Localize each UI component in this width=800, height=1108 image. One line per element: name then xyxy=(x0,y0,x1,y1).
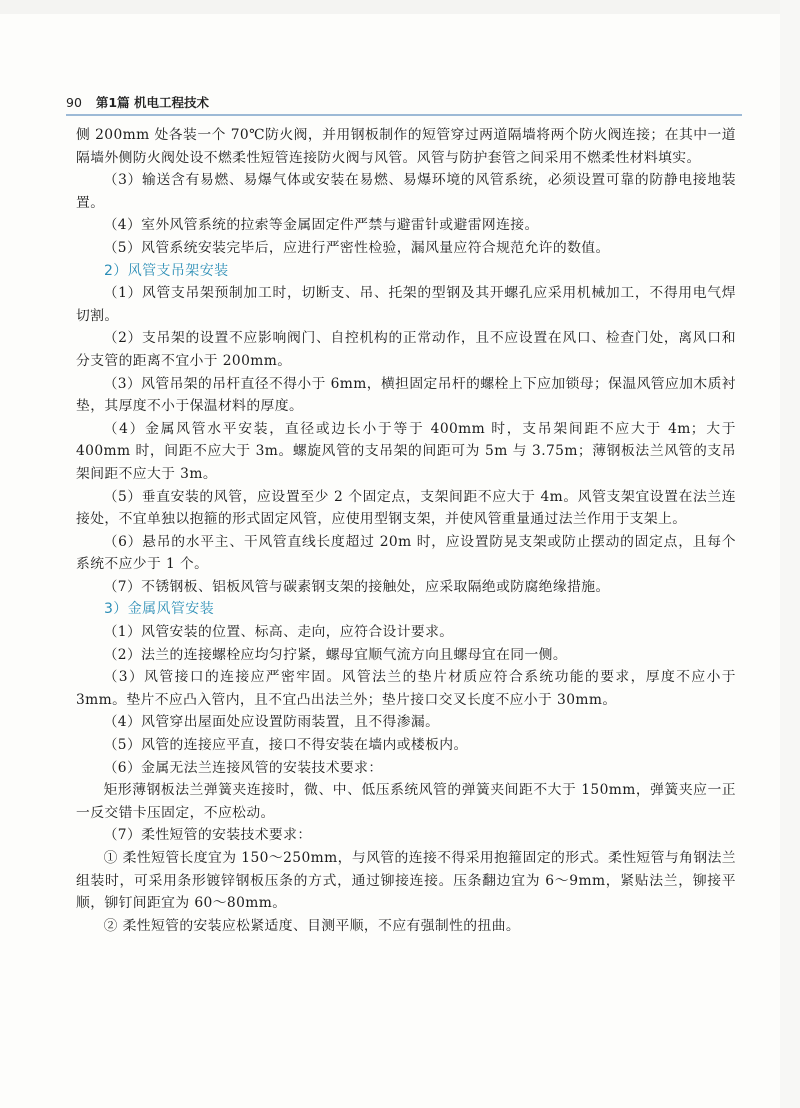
paragraph: （7）柔性短管的安装技术要求： xyxy=(103,827,312,844)
paragraph: 矩形薄钢板法兰弹簧夹连接时，微、中、低压系统风管的弹簧夹间距不大于 150mm，弹簧夹应一正一反交错卡压固定，不应松动。 xyxy=(76,782,736,821)
paragraph: （2）法兰的连接螺栓应均匀拧紧，螺母宜顺气流方向且螺母宜在同一侧。 xyxy=(103,646,568,663)
section-heading: 2）风管支吊架安装 xyxy=(104,262,229,279)
paragraph: （1）风管安装的位置、标高、走向，应符合设计要求。 xyxy=(103,624,454,641)
paragraph: （5）垂直安装的风管，应设置至少 2 个固定点，支架间距不应大于 4m。风管支架宜设置在法兰连接处，不宜单独以抱箍的形式固定风管，应使用型钢支架，并使风管重量通过法兰作用于支架上。 xyxy=(76,488,736,528)
paragraph: （7）不锈钢板、铝板风管与碳素钢支架的接触处，应采取隔绝或防腐绝缘措施。 xyxy=(103,578,610,595)
paragraph: ① 柔性短管长度宜为 150～250mm，与风管的连接不得采用抱箍固定的形式。柔性短管与角钢法兰组装时，可采用条形镀锌钢板压条的方式，通过铆接连接。压条翻边宜为 6～9mm，紧贴法兰，铆接平顺，铆钉间距宜为 60～80mm。 xyxy=(76,850,736,912)
header-rule xyxy=(66,114,742,116)
paragraph: （3）风管吊架的吊杆直径不得小于 6mm，横担固定吊杆的螺栓上下应加锁母；保温风管应加木质衬垫，其厚度不小于保温材料的厚度。 xyxy=(76,375,736,415)
page-number: 90 xyxy=(66,94,82,110)
header-part xyxy=(96,93,209,111)
paragraph: （3）风管接口的连接应严密牢固。风管法兰的垫片材质应符合系统功能的要求，厚度不应小于 3mm。垫片不应凸入管内，且不宜凸出法兰外；垫片接口交叉长度不应小于 30mm。 xyxy=(76,669,736,708)
page-body xyxy=(76,124,736,937)
section-heading: 3）金属风管安装 xyxy=(104,601,215,618)
paragraph: （1）风管支吊架预制加工时，切断支、吊、托架的型钢及其开螺孔应采用机械加工，不得用电气焊切割。 xyxy=(76,285,736,324)
paragraph: （6）金属无法兰连接风管的安装技术要求： xyxy=(103,759,383,776)
paragraph: ② 柔性短管的安装应松紧适度、目测平顺，不应有强制性的扭曲。 xyxy=(103,917,521,934)
paragraph: （2）支吊架的设置不应影响阀门、自控机构的正常动作，且不应设置在风口、检查门处，离风口和分支管的距离不宜小于 200mm。 xyxy=(76,330,736,369)
header-part-title: 机电工程技术 xyxy=(133,95,209,110)
paragraph: （4）风管穿出屋面处应设置防雨装置，且不得渗漏。 xyxy=(103,714,440,731)
paragraph: 侧 200mm 处各装一个 70℃防火阀，并用钢板制作的短管穿过两道隔墙将两个防火阀连接；在其中一道隔墙外侧防火阀处设不燃柔性短管连接防火阀与风管。风管与防护套管之间采用不燃柔性材料填实。 xyxy=(76,127,736,166)
paragraph: （6）悬吊的水平主、干风管直线长度超过 20m 时，应设置防晃支架或防止摆动的固定点，且每个系统不应少于 1 个。 xyxy=(76,533,736,573)
paragraph: （3）输送含有易燃、易爆气体或安装在易燃、易爆环境的风管系统，必须设置可靠的防静电接地装置。 xyxy=(76,172,736,211)
page-top-edge xyxy=(0,0,800,14)
paragraph: （4）金属风管水平安装，直径或边长小于等于 400mm 时，支吊架间距不应大于 4m；大于 400mm 时，间距不应大于 3m。螺旋风管的支吊架的间距可为 5m 与 3.75m；薄钢板法兰风管的支吊架间距不应大于 3m。 xyxy=(76,420,736,482)
running-header xyxy=(66,92,742,112)
paragraph: （5）风管系统安装完毕后，应进行严密性检验，漏风量应符合规范允许的数值。 xyxy=(103,239,610,256)
page-right-edge xyxy=(780,0,800,1108)
paragraph: （5）风管的连接应平直，接口不得安装在墙内或楼板内。 xyxy=(103,737,468,754)
paragraph: （4）室外风管系统的拉索等金属固定件严禁与避雷针或避雷网连接。 xyxy=(103,217,539,234)
header-part-label: 第1篇 xyxy=(95,95,130,110)
